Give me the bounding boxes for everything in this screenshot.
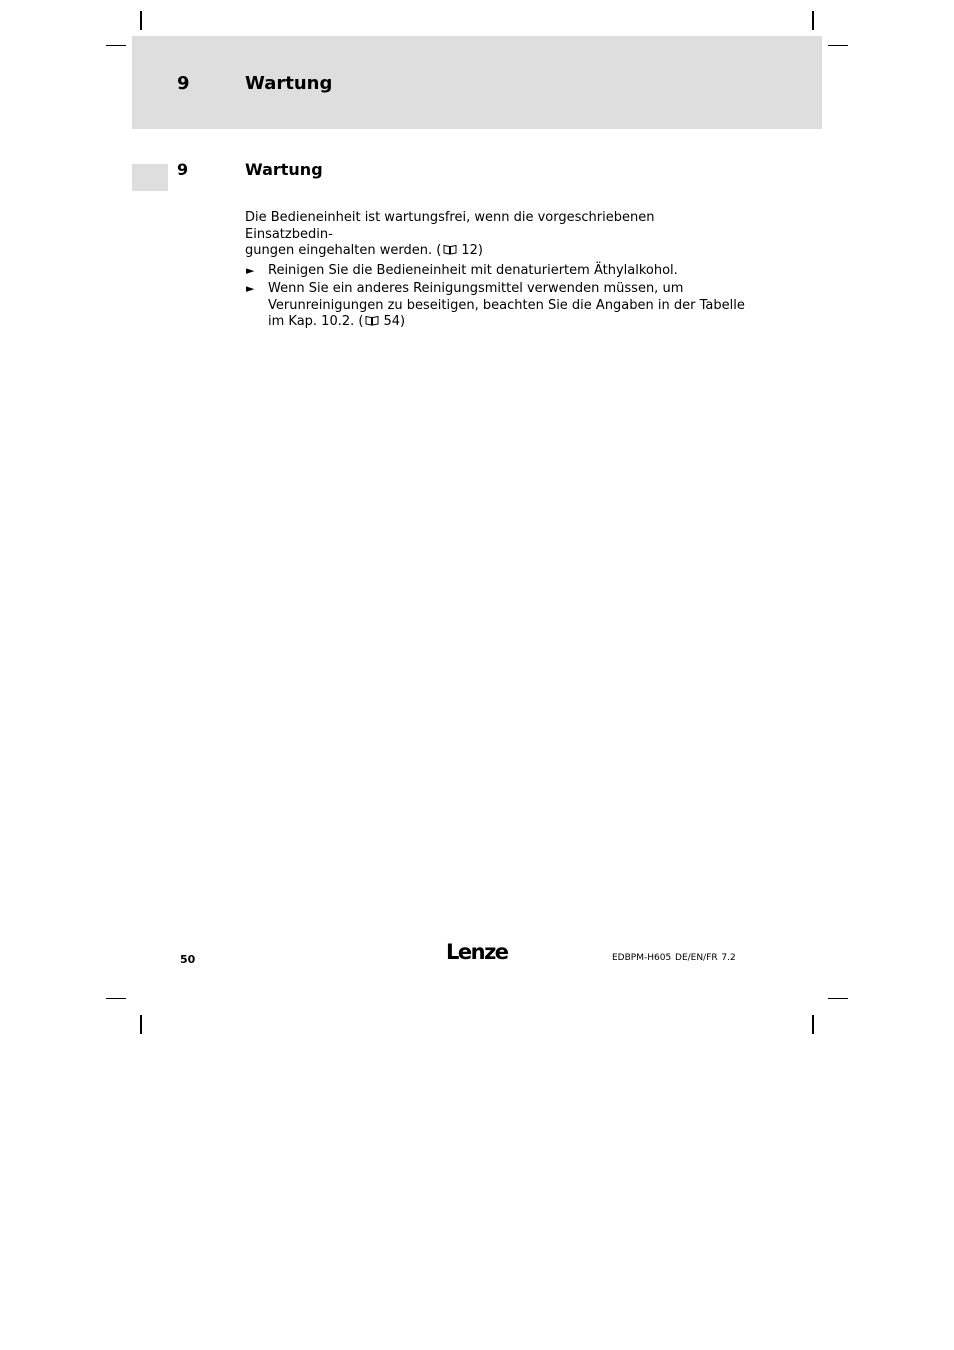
- intro-line-2: gungen eingehalten werden. (: [245, 243, 442, 258]
- list-item: [245, 263, 745, 280]
- chapter-number: 9: [177, 73, 190, 94]
- list-item-text-line-3: im Kap. 10.2. (: [268, 314, 364, 329]
- chapter-title: Wartung: [245, 73, 333, 94]
- list-item: [245, 281, 745, 331]
- instruction-list: [245, 263, 745, 331]
- list-item-text-line-2: Verunreinigungen zu beseitigen, beachten Sie die Angaben in der Tabelle: [268, 297, 745, 313]
- section-number: 9: [177, 160, 189, 179]
- chapter-header-band: [132, 36, 822, 129]
- crop-mark-bottom-left-vertical: [140, 1015, 142, 1034]
- list-item-text: Reinigen Sie die Bedieneinheit mit denaturiertem Äthylalkohol.: [268, 262, 678, 278]
- section-marker: [132, 164, 168, 191]
- crop-mark-top-right-vertical: [812, 11, 814, 30]
- crop-mark-top-left-vertical: [140, 11, 142, 30]
- book-icon: [365, 315, 379, 326]
- bullet-arrow-icon: ►: [246, 282, 255, 295]
- crop-mark-top-right-horizontal: [828, 45, 848, 46]
- intro-page-reference[interactable]: 12): [461, 243, 483, 258]
- section-body: [245, 210, 745, 333]
- crop-mark-bottom-right-vertical: [812, 1015, 814, 1034]
- bullet-arrow-icon: ►: [246, 263, 255, 277]
- intro-line-1: Die Bedieneinheit ist wartungsfrei, wenn die vorgeschriebenen Einsatzbedin-: [245, 210, 655, 242]
- section-title: Wartung: [245, 160, 323, 179]
- intro-paragraph: [245, 210, 745, 260]
- crop-mark-bottom-left-horizontal: [106, 998, 126, 999]
- list-item-text-line-1: Wenn Sie ein anderes Reinigungsmittel verwenden müssen, um: [268, 281, 684, 296]
- list-item-page-reference[interactable]: 54): [383, 314, 406, 329]
- book-icon: [443, 244, 457, 255]
- lenze-logo: Lenze: [446, 940, 508, 964]
- page-number: 50: [180, 953, 196, 966]
- crop-mark-top-left-horizontal: [106, 45, 126, 46]
- document-id: EDBPM-H605 DE/EN/FR 7.2: [612, 953, 736, 963]
- crop-mark-bottom-right-horizontal: [828, 998, 848, 999]
